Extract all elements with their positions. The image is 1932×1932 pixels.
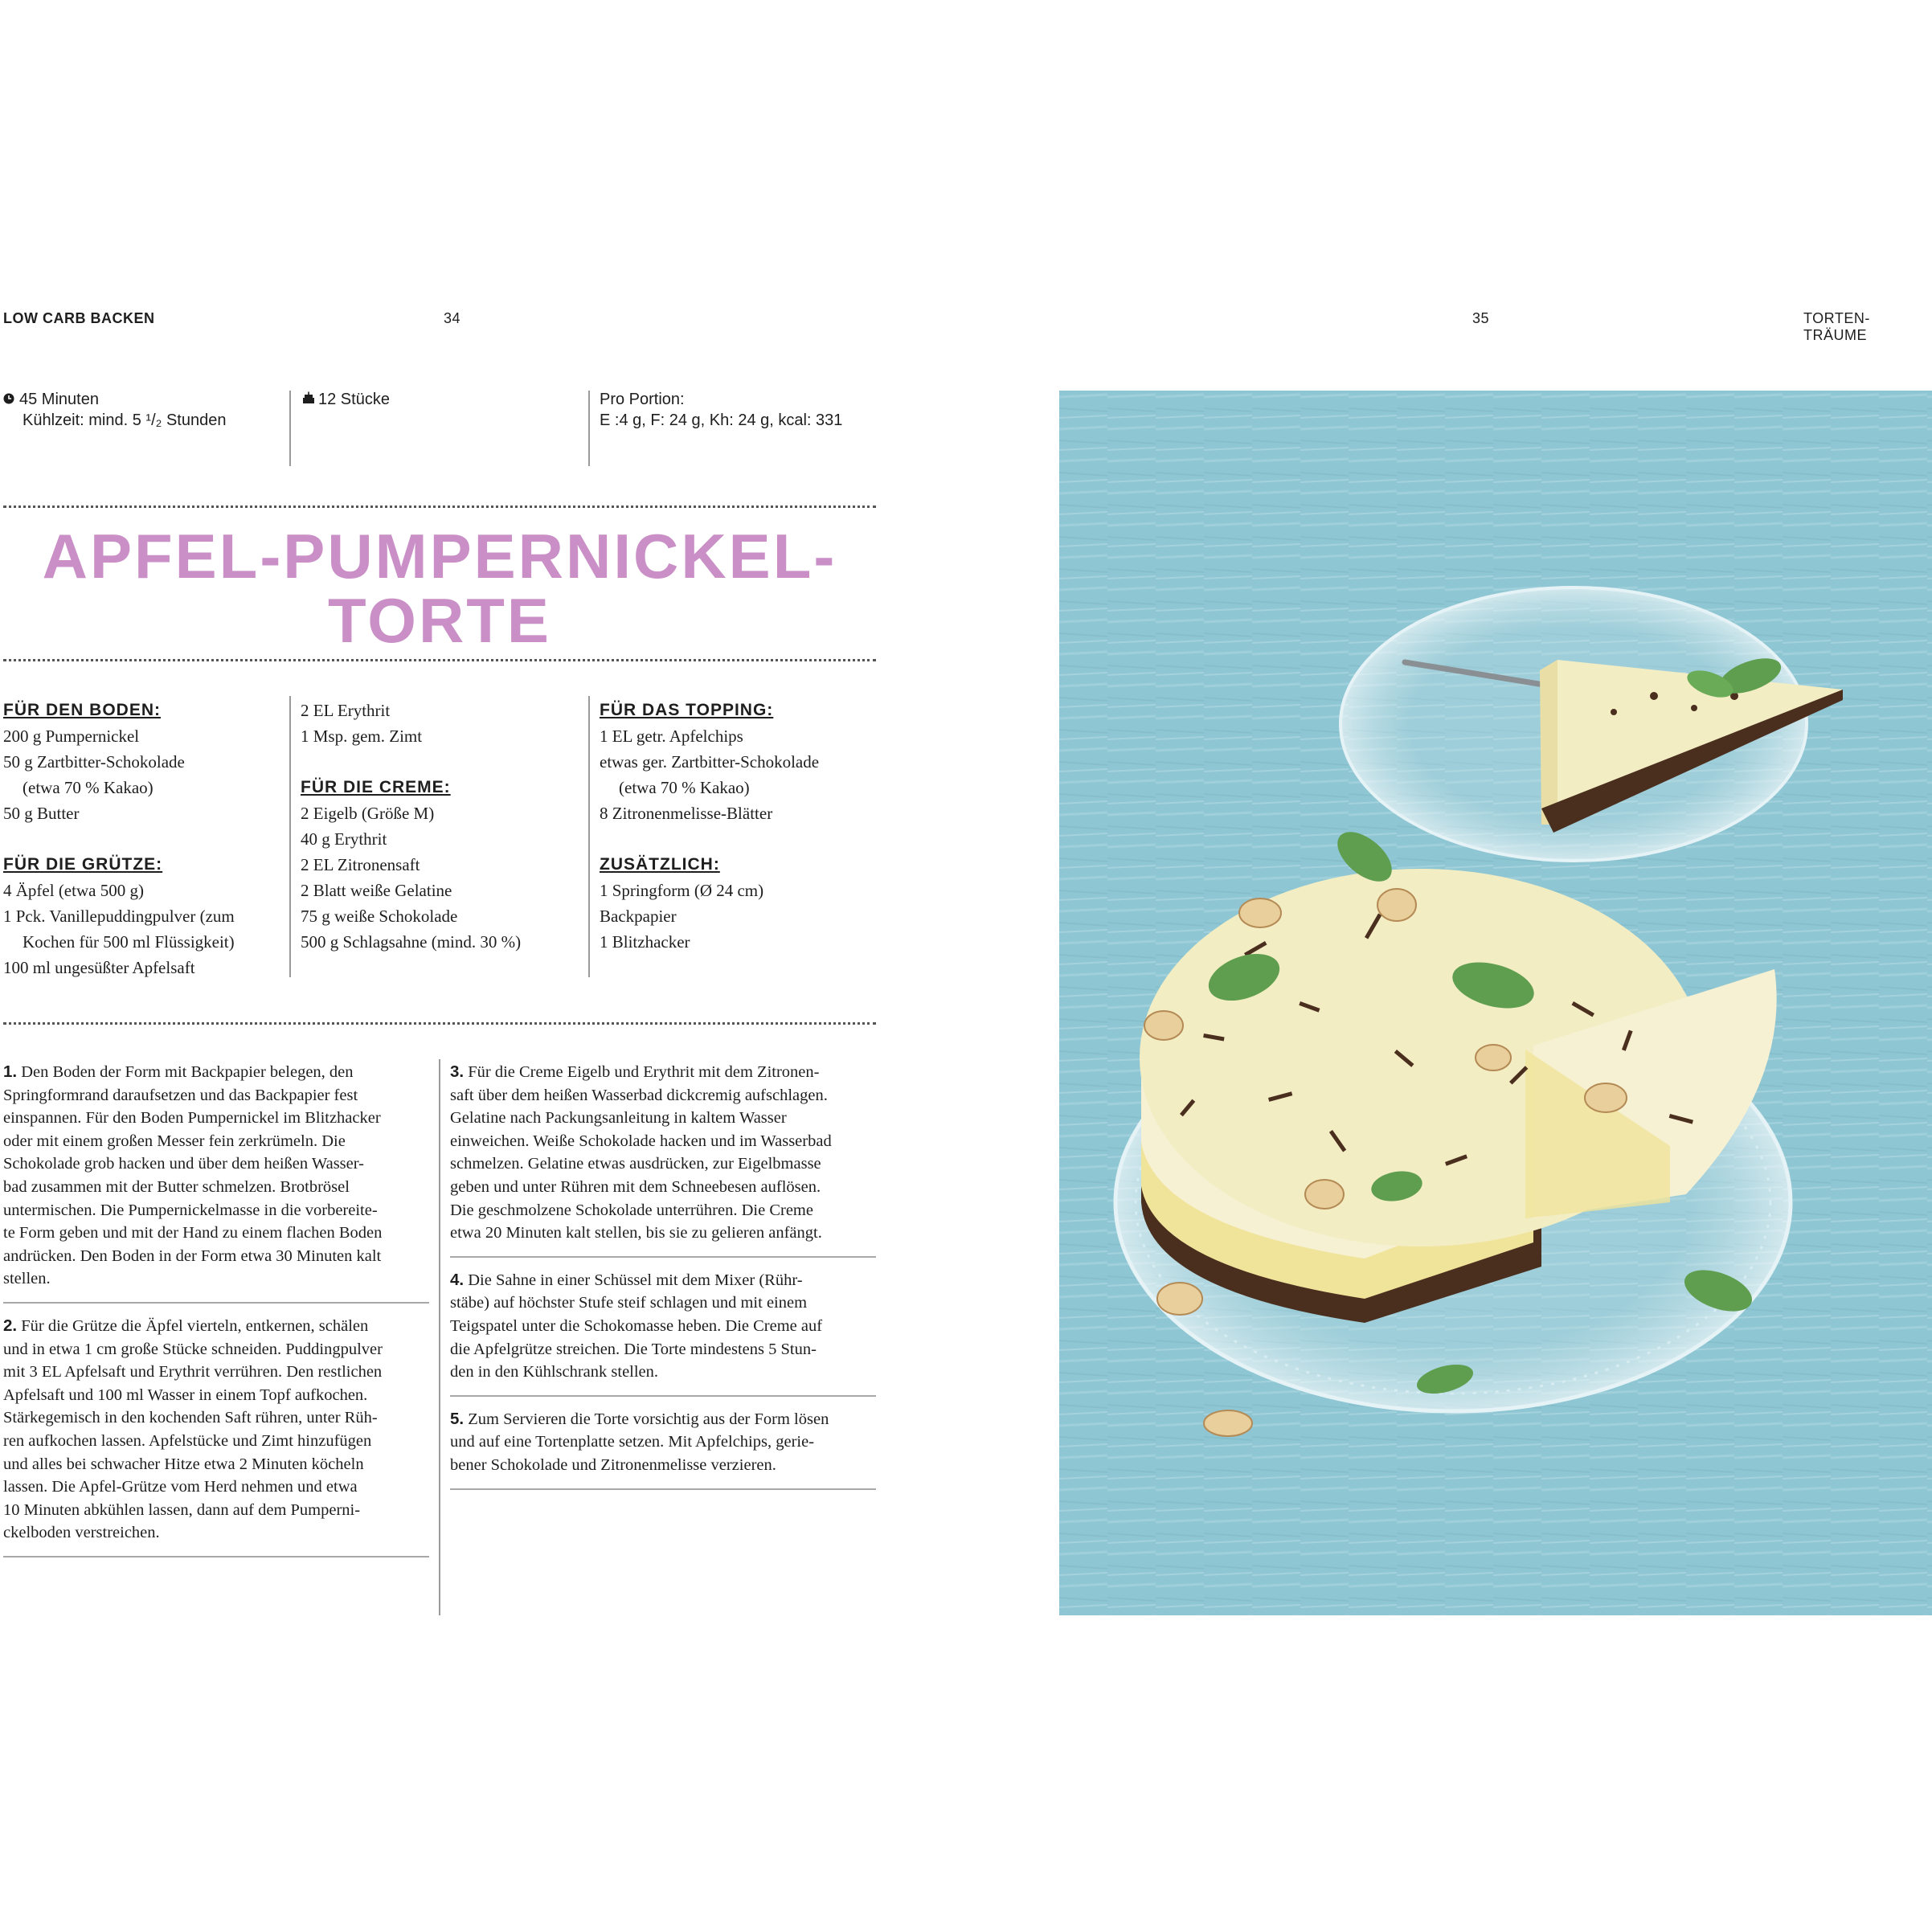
- heading-gruetze: FÜR DIE GRÜTZE:: [3, 855, 163, 874]
- meta-divider: [289, 391, 291, 466]
- ingredient: etwas ger. Zartbitter-Schokolade: [600, 752, 820, 772]
- step-number: 2.: [3, 1316, 18, 1335]
- ingredient: 8 Zitronenmelisse-Blätter: [600, 804, 773, 823]
- heading-creme: FÜR DIE CREME:: [301, 778, 451, 796]
- heading-topping: FÜR DAS TOPPING:: [600, 701, 774, 719]
- ingredient: 75 g weiße Schokolade: [301, 907, 458, 926]
- cooling-time: Kühlzeit: mind. 5 ¹/₂ Stunden: [23, 411, 227, 429]
- ingredient: 1 Msp. gem. Zimt: [301, 727, 423, 746]
- dotted-rule: [3, 506, 876, 508]
- ingredient: 1 Springform (Ø 24 cm): [600, 881, 764, 900]
- dotted-rule: [3, 1022, 876, 1025]
- page-number-right: 35: [1472, 310, 1490, 326]
- step-2: 2. Für die Grütze die Äpfel vierteln, entkernen, schälen und in etwa 1 cm große Stücke schneiden. Puddingpulver mit 3 EL Apfelsaft und Erythrit verrühren. Den restlichen Apfelsaft und 100 ml Wasser in einem Topf aufkochen. Stärkegemisch in den kochenden Saft rühren, unter Rüh- ren aufkochen lassen. Apfelstücke und Zimt hinzufügen und alles bei schwacher Hitze etwa 2 Minuten köcheln lassen. Die Apfel-Grütze vom Herd nehmen und etwa 10 Minuten abkühlen lassen, dann auf dem Pumperni- ckelboden verstreichen.: [3, 1315, 429, 1557]
- step-number: 4.: [450, 1270, 465, 1289]
- ingredient: 2 Blatt weiße Gelatine: [301, 881, 452, 900]
- step-4: 4. Die Sahne in einer Schüssel mit dem Mixer (Rühr- stäbe) auf höchster Stufe steif schlagen und mit einem Teigspatel unter die Schokomasse heben. Die Creme auf die Apfelgrütze streichen. Die Torte mindestens 5 Stun- den in den Kühlschrank stellen.: [450, 1269, 876, 1397]
- ingredient: (etwa 70 % Kakao): [619, 778, 750, 797]
- clock-icon: [3, 389, 14, 410]
- title-line-2: TORTE: [328, 585, 551, 656]
- heading-boden: FÜR DEN BODEN:: [3, 701, 161, 719]
- step-1: 1. Den Boden der Form mit Backpapier belegen, den Springformrand daraufsetzen und das Backpapier fest einspannen. Für den Boden Pumpernickel im Blitzhacker oder mit einem großen Messer fein zerkrümeln. Die Schokolade grob hacken und über dem heißen Wasser- bad zusammen mit der Butter schmelzen. Brotbrösel untermischen. Die Pumpernickelmasse in die vorbereite- te Form geben und mit der Hand zu einem flachen Boden andrücken. Den Boden in der Form etwa 30 Minuten kalt stellen.: [3, 1061, 429, 1304]
- ingredient: Backpapier: [600, 907, 677, 926]
- heading-zusaetzlich: ZUSÄTZLICH:: [600, 855, 720, 874]
- ingredients-divider: [289, 696, 291, 977]
- ingredient: 2 EL Zitronensaft: [301, 855, 420, 874]
- step-number: 3.: [450, 1062, 465, 1081]
- steps-divider: [439, 1059, 440, 1615]
- title-line-1: APFEL-PUMPERNICKEL-: [42, 521, 837, 591]
- page-number-left: 34: [444, 310, 461, 326]
- cake-photo: [1059, 391, 1932, 1615]
- ingredient: 2 EL Erythrit: [301, 701, 391, 720]
- ingredient: 50 g Zartbitter-Schokolade: [3, 752, 185, 772]
- steps-column-2: [450, 1061, 876, 1501]
- cake-icon: [302, 389, 313, 410]
- servings-info: [302, 389, 390, 410]
- running-head-left: LOW CARB BACKEN: [3, 310, 155, 326]
- step-5: 5. Zum Servieren die Torte vorsichtig aus der Form lösen und auf eine Tortenplatte setzen. Mit Apfelchips, gerie- bener Schokolade und Zitronenmelisse verzieren.: [450, 1408, 876, 1490]
- ingredients-divider: [588, 696, 590, 977]
- step-3: 3. Für die Creme Eigelb und Erythrit mit dem Zitronen- saft über dem heißen Wasserbad dickcremig aufschlagen. Gelatine nach Packungsanleitung in kaltem Wasser einweichen. Weiße Schokolade hacken und im Wasserbad schmelzen. Gelatine etwas ausdrücken, zur Eigelbmasse geben und unter Rühren mit dem Schneebesen auflösen. Die geschmolzene Schokolade unterrühren. Die Creme etwa 20 Minuten kalt stellen, bis sie zu gelieren anfängt.: [450, 1061, 876, 1258]
- ingredient: 2 Eigelb (Größe M): [301, 804, 435, 823]
- ingredients-column-3: [600, 698, 873, 955]
- ingredient: Kochen für 500 ml Flüssigkeit): [23, 932, 235, 952]
- running-head-right: TORTEN-TRÄUME: [1803, 310, 1870, 343]
- cake-illustration: [1059, 391, 1932, 1615]
- ingredients-column-2: [301, 698, 582, 955]
- dotted-rule: [3, 659, 876, 661]
- time-info: [3, 389, 226, 431]
- ingredient: 40 g Erythrit: [301, 829, 387, 849]
- portion-label: Pro Portion:: [600, 391, 685, 408]
- ingredients-column-1: [3, 698, 276, 980]
- step-number: 1.: [3, 1062, 18, 1081]
- servings: 12 Stücke: [318, 391, 390, 408]
- ingredient: 100 ml ungesüßter Apfelsaft: [3, 958, 195, 977]
- ingredient: (etwa 70 % Kakao): [23, 778, 153, 797]
- step-number: 5.: [450, 1409, 465, 1428]
- meta-divider: [588, 391, 590, 466]
- nutrition-info: [600, 389, 842, 431]
- recipe-title: [3, 521, 876, 656]
- ingredient: 200 g Pumpernickel: [3, 727, 140, 746]
- steps-column-1: [3, 1061, 429, 1569]
- ingredient: 4 Äpfel (etwa 500 g): [3, 881, 144, 900]
- prep-time: 45 Minuten: [19, 391, 99, 408]
- ingredient: 500 g Schlagsahne (mind. 30 %): [301, 932, 522, 952]
- portion-values: E :4 g, F: 24 g, Kh: 24 g, kcal: 331: [600, 411, 843, 429]
- ingredient: 1 Pck. Vanillepuddingpulver (zum: [3, 907, 235, 926]
- ingredient: 50 g Butter: [3, 804, 80, 823]
- ingredient: 1 EL getr. Apfelchips: [600, 727, 743, 746]
- ingredient: 1 Blitzhacker: [600, 932, 690, 952]
